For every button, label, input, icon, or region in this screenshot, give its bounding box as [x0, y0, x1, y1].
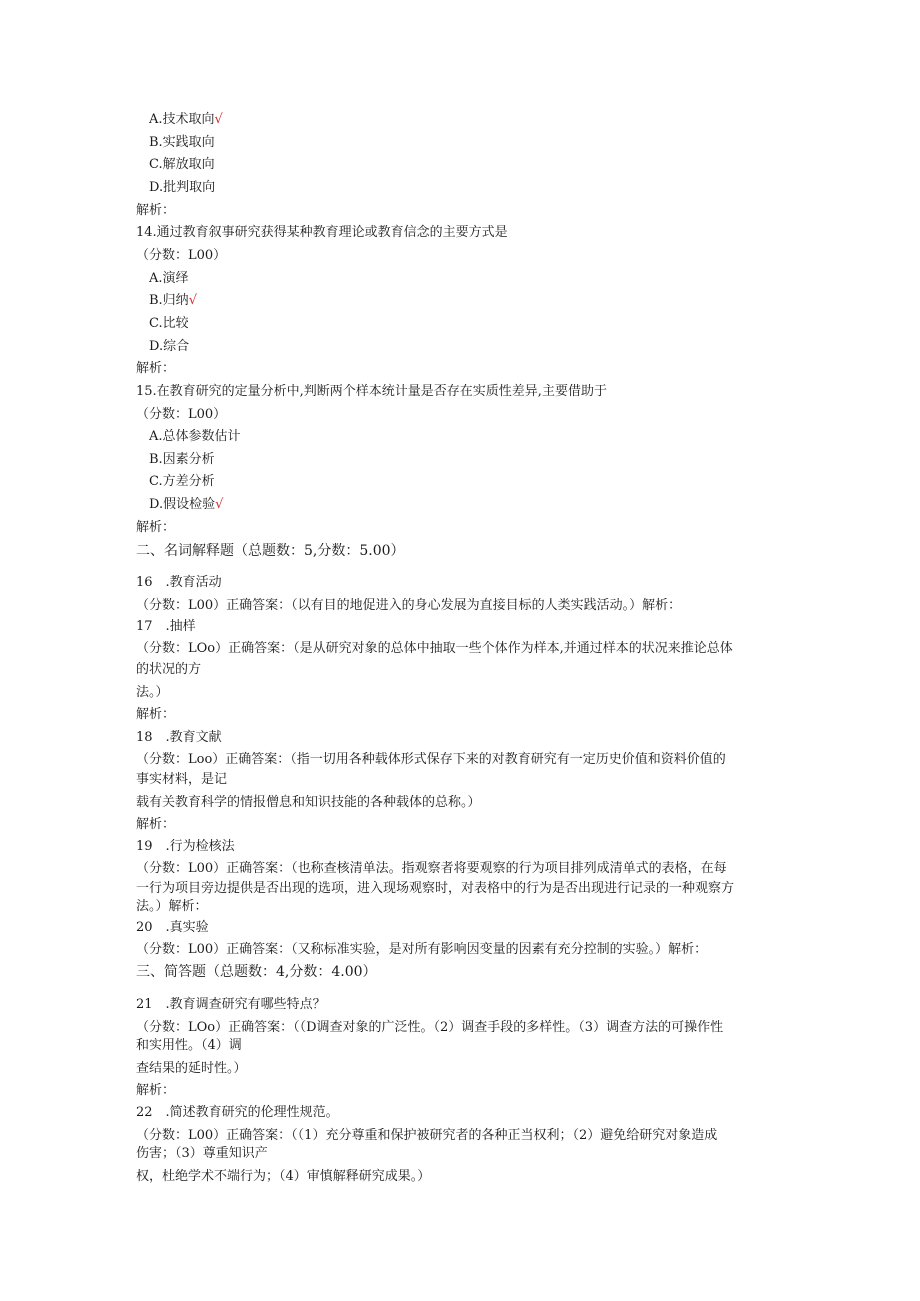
answer-19-line1: （分数：L00）正确答案：（也称查核清单法。指观察者将要观察的行为项目排列成清单式的表格，在每 — [136, 861, 727, 876]
analysis-label-17: 解析： — [136, 707, 176, 722]
answer-17-line2: 的状况的方 — [136, 662, 202, 677]
analysis-label-15: 解析： — [136, 520, 176, 535]
question-21: 21 .教育调查研究有哪些特点？ — [136, 997, 326, 1012]
answer-21-line2: 和实用性。（4）调 — [136, 1038, 242, 1053]
answer-17-line3: 法。） — [136, 685, 169, 700]
analysis-label-21: 解析： — [136, 1083, 176, 1098]
option-15-c: C.方差分析 — [149, 474, 215, 489]
score-15: （分数：L00） — [136, 407, 227, 422]
option-14-d: D.综合 — [149, 339, 190, 354]
option-13-c: C.解放取向 — [149, 157, 215, 172]
answer-22-line3: 权，杜绝学术不端行为；（4）审慎解释研究成果。） — [136, 1169, 431, 1184]
option-13-a: A.技术取向√ — [149, 112, 223, 127]
option-15-d: D.假设检验√ — [149, 497, 224, 512]
question-17: 17 .抽样 — [136, 619, 196, 634]
option-15-b: B.因素分析 — [149, 452, 215, 467]
analysis-label-18: 解析： — [136, 817, 176, 832]
option-15-a: A.总体参数估计 — [149, 429, 241, 444]
answer-18-line3: 载有关教育科学的情报僧息和知识技能的各种载体的总称。） — [136, 795, 481, 810]
analysis-label-13: 解析： — [136, 203, 176, 218]
option-13-d: D.批判取向 — [149, 180, 216, 195]
question-22: 22 .简述教育研究的伦理性规范。 — [136, 1105, 339, 1120]
answer-21-line3: 查结果的延时性。） — [136, 1061, 247, 1076]
answer-19-line3: 法。）解析： — [136, 899, 208, 914]
question-16: 16 .教育活动 — [136, 575, 222, 590]
question-18: 18 .教育文献 — [136, 730, 222, 745]
correct-checkmark: √ — [214, 112, 223, 127]
answer-22-line2: 伤害；（3）尊重知识产 — [136, 1146, 268, 1161]
answer-18-line1: （分数：Loo）正确答案：（指一切用各种载体形式保存下来的对教育研究有一定历史价值和资料价值的 — [136, 752, 726, 767]
option-14-b: B.归纳√ — [149, 293, 197, 308]
answer-19-line2: 一行为项目旁边提供是否出现的选项，进入现场观察时，对表格中的行为是否出现进行记录的一种观察方 — [136, 881, 735, 896]
question-15: 15.在教育研究的定量分析中,判断两个样本统计量是否存在实质性差异,主要借助于 — [136, 384, 607, 399]
score-14: （分数：L00） — [136, 248, 227, 263]
correct-checkmark: √ — [188, 293, 197, 308]
question-20: 20 .真实验 — [136, 920, 209, 935]
option-14-a: A.演绎 — [149, 271, 189, 286]
section-heading-3: 三、简答题（总题数：4,分数：4.00） — [136, 964, 377, 980]
answer-18-line2: 事实材料，是记 — [136, 772, 228, 787]
question-19: 19 .行为检核法 — [136, 839, 235, 854]
answer-22-line1: （分数：L00）正确答案：（（1）充分尊重和保护被研究者的各种正当权利；（2）避免给研究对象造成 — [136, 1128, 718, 1143]
section-heading-2: 二、名词解释题（总题数：5,分数：5.00） — [136, 543, 405, 559]
answer-21-line1: （分数：LOo）正确答案：（（D调查对象的广泛性。（2）调查手段的多样性。（3）调查方法的可操作性 — [136, 1020, 724, 1035]
analysis-label-14: 解析： — [136, 361, 176, 376]
option-14-c: C.比较 — [149, 316, 189, 331]
answer-17-line1: （分数：LOo）正确答案：（是从研究对象的总体中抽取一些个体作为样本,并通过样本的状况来推论总体 — [136, 641, 733, 656]
correct-checkmark: √ — [215, 497, 224, 512]
question-14: 14.通过教育叙事研究获得某种教育理论或教育信念的主要方式是 — [136, 225, 508, 240]
option-13-b: B.实践取向 — [149, 135, 215, 150]
answer-16: （分数：L00）正确答案：（以有目的地促进入的身心发展为直接目标的人类实践活动。）解析： — [136, 598, 682, 613]
answer-20: （分数：L00）正确答案：（又称标准实验，是对所有影响因变量的因素有充分控制的实验。）解析： — [136, 942, 708, 957]
